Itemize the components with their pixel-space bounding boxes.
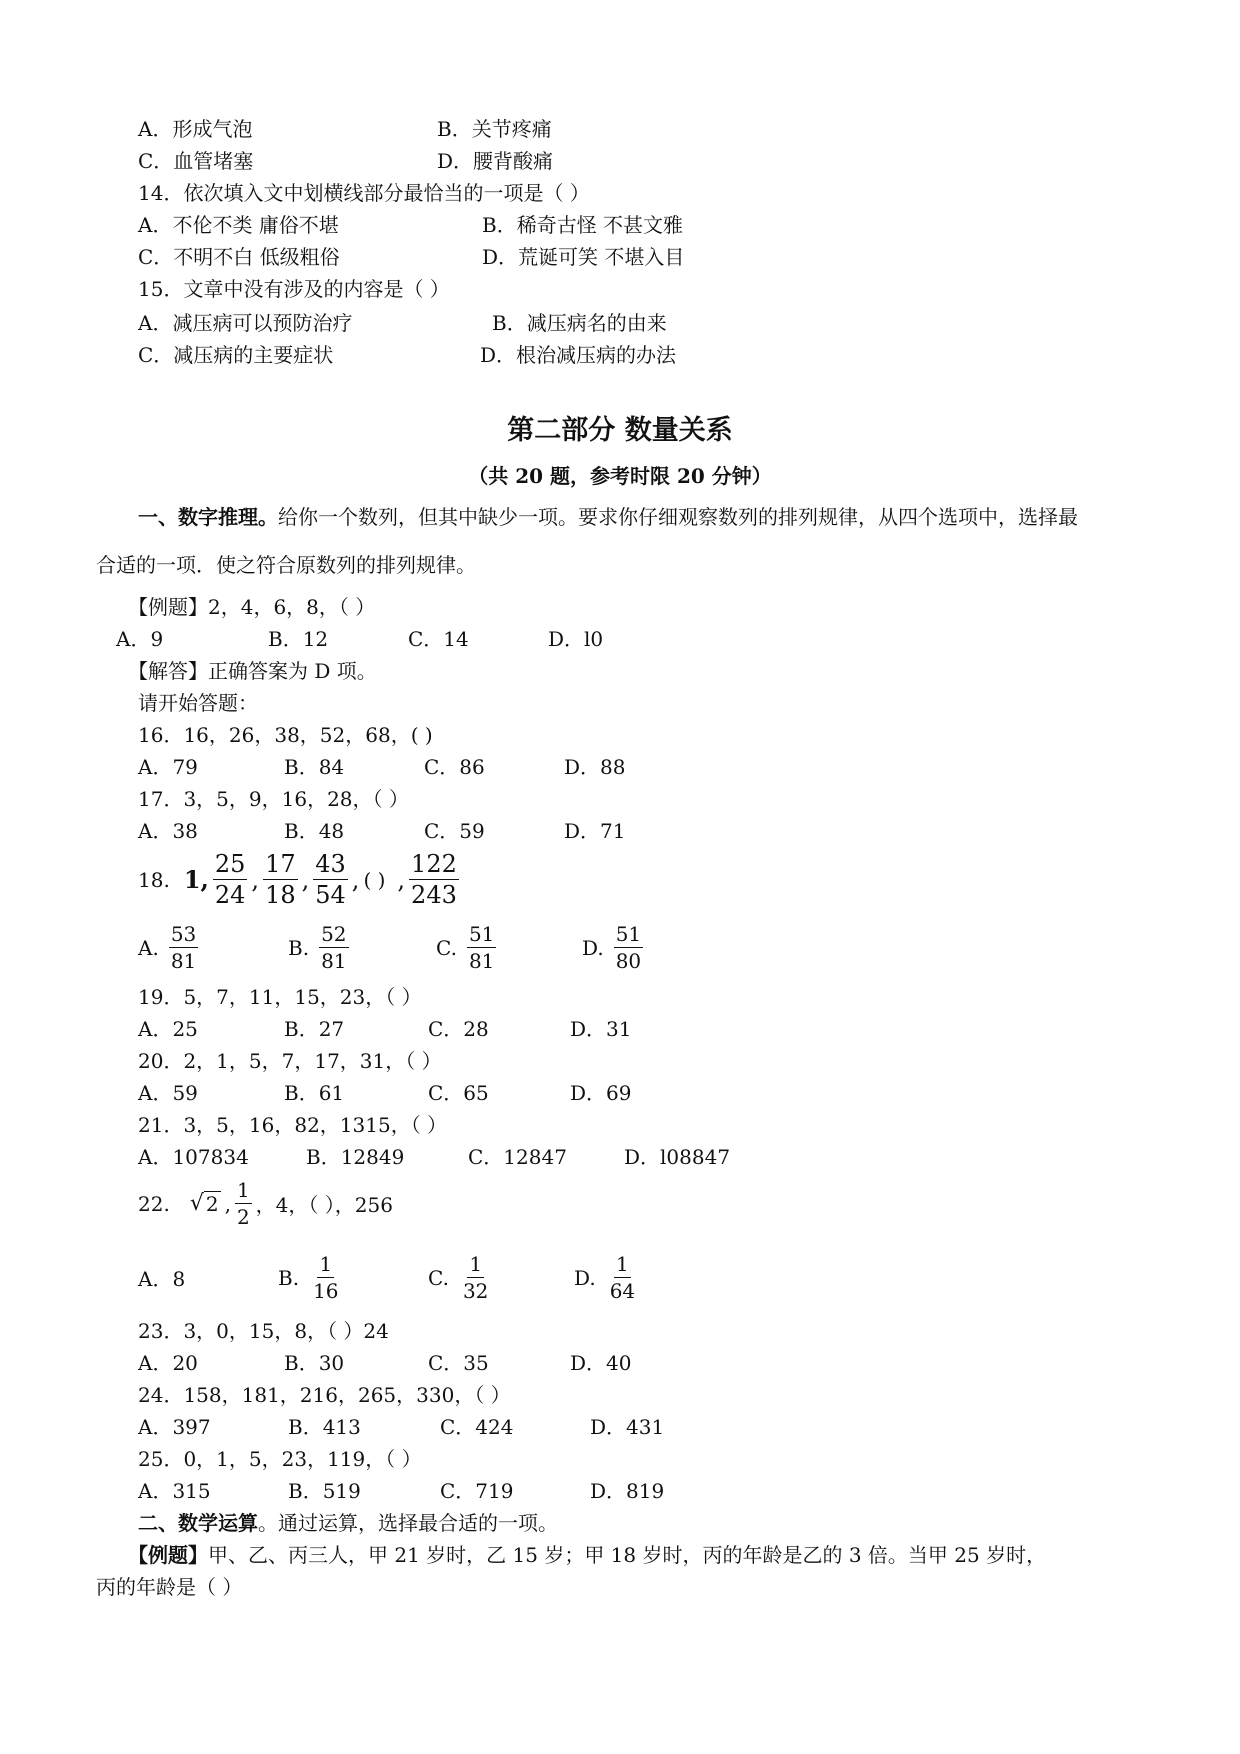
sec2-desc: 。通过运算，选择最合适的一项。: [258, 1511, 558, 1535]
q24-option-d: D．431: [590, 1415, 665, 1439]
q18-fraction-4: $\frac{122}{243}$: [411, 850, 457, 909]
q14-option-a: A．不伦不类 庸俗不堪: [138, 213, 339, 237]
sec1-answer: 【解答】正确答案为 D 项。: [128, 659, 377, 683]
q18-option-a: A. $\frac{53}{81}$: [138, 922, 197, 973]
q25-stem: 25．0，1，5，23，119，（ ）: [138, 1447, 422, 1471]
q18-option-c-fraction: $\frac{51}{81}$: [468, 922, 495, 973]
q16-option-c: C．86: [424, 755, 485, 779]
q18-fraction-1: $\frac{25}{24}$: [214, 850, 246, 909]
q22-option-b-fraction: $\frac{1}{16}$: [313, 1252, 339, 1303]
q19-option-d: D．31: [570, 1017, 632, 1041]
q22-option-d-fraction: $\frac{1}{64}$: [609, 1252, 636, 1303]
sec2-example-text: 甲、乙、丙三人，甲 21 岁时，乙 15 岁；甲 18 岁时，丙的年龄是乙的 3 倍。当甲 25 岁时，: [208, 1543, 1047, 1567]
q18-option-b-fraction: $\frac{52}{81}$: [321, 922, 347, 973]
q24-option-c: C．424: [440, 1415, 514, 1439]
q24-option-b: B．413: [288, 1415, 361, 1439]
q18-option-d: D. $\frac{51}{80}$: [582, 922, 642, 973]
sec1-start: 请开始答题：: [138, 691, 258, 715]
sec1-desc-line1: [138, 504, 1078, 530]
sec1-example: 【例题】2，4，6，8，（ ）: [128, 595, 376, 619]
q20-option-d: D．69: [570, 1081, 632, 1105]
q18-fraction-3: $\frac{43}{54}$: [315, 850, 346, 909]
q23-option-b: B．30: [284, 1351, 345, 1375]
q22-option-b: B. $\frac{1}{16}$: [278, 1252, 339, 1303]
q17-stem: 17．3，5，9，16，28，（ ）: [138, 787, 409, 811]
sec1-heading: 一、数字推理。: [138, 505, 278, 529]
q16-stem: 16．16，26，38，52，68，( ): [138, 723, 433, 747]
q22-stem: 22. √ 2 , $\frac{1}{2}$ ，4，（ ），256: [138, 1178, 393, 1229]
q25-option-d: D．819: [590, 1479, 665, 1503]
part2-title: 第二部分 数量关系: [507, 415, 733, 446]
q21-option-b: B．12849: [306, 1145, 405, 1169]
q17-option-d: D．71: [564, 819, 626, 843]
q20-option-a: A．59: [138, 1081, 198, 1105]
q19-option-b: B．27: [284, 1017, 345, 1041]
sec2-heading: 二、数学运算: [138, 1511, 258, 1535]
example-option-b: B．12: [268, 627, 329, 651]
q13-option-b: B．关节疼痛: [437, 117, 552, 141]
q15-stem: 15．文章中没有涉及的内容是（ ）: [138, 277, 450, 301]
q18-number: 18.: [138, 867, 170, 892]
q16-option-b: B．84: [284, 755, 345, 779]
q21-option-d: D．l08847: [624, 1145, 731, 1169]
part2-subtitle: （共 20 题，参考时限 20 分钟）: [468, 464, 772, 488]
sec1-desc-line2: 合适的一项．使之符合原数列的排列规律。: [96, 553, 476, 577]
q23-option-c: C．35: [428, 1351, 489, 1375]
q15-option-b: B．减压病名的由来: [492, 311, 667, 335]
q14-option-d: D．荒诞可笑 不堪入目: [482, 245, 685, 269]
q14-stem: 14．依次填入文中划横线部分最恰当的一项是（ ）: [138, 181, 590, 205]
example-option-d: D．l0: [548, 627, 604, 651]
q16-option-a: A．79: [138, 755, 198, 779]
q24-stem: 24．158，181，216，265，330，（ ）: [138, 1383, 511, 1407]
q18-term-first: 1,: [183, 865, 209, 894]
q14-option-b: B．稀奇古怪 不甚文雅: [482, 213, 684, 237]
sec2-example-line2: 丙的年龄是（ ）: [96, 1575, 243, 1599]
q18-option-d-fraction: $\frac{51}{80}$: [615, 922, 642, 973]
q13-option-a: A．形成气泡: [138, 117, 253, 141]
q14-option-c: C．不明不白 低级粗俗: [138, 245, 340, 269]
q15-option-d: D．根治减压病的办法: [480, 343, 677, 367]
q16-option-d: D．88: [564, 755, 626, 779]
q21-stem: 21．3，5，16，82，1315，（ ）: [138, 1113, 448, 1137]
sec2-example-line1: [128, 1542, 1046, 1568]
q22-option-a: A．8: [138, 1267, 186, 1291]
q19-stem: 19．5，7，11，15，23，（ ）: [138, 985, 422, 1009]
q20-option-c: C．65: [428, 1081, 489, 1105]
q18-option-b: B. $\frac{52}{81}$: [288, 922, 347, 973]
q13-option-c: C．血管堵塞: [138, 149, 254, 173]
q19-option-a: A．25: [138, 1017, 198, 1041]
q23-option-a: A．20: [138, 1351, 198, 1375]
q17-option-b: B．48: [284, 819, 345, 843]
q19-option-c: C．28: [428, 1017, 489, 1041]
q17-option-a: A．38: [138, 819, 198, 843]
q18-blank: ( ): [363, 867, 386, 892]
q22-fraction: $\frac{1}{2}$: [236, 1178, 250, 1229]
q24-option-a: A．397: [138, 1415, 211, 1439]
q15-option-c: C．减压病的主要症状: [138, 343, 334, 367]
q20-option-b: B．61: [284, 1081, 345, 1105]
q25-option-a: A．315: [138, 1479, 211, 1503]
q25-option-b: B．519: [288, 1479, 361, 1503]
q18-option-a-fraction: $\frac{53}{81}$: [170, 922, 197, 973]
q20-stem: 20．2，1，5，7，17，31，（ ）: [138, 1049, 442, 1073]
sec1-desc-text: 给你一个数列，但其中缺少一项。要求你仔细观察数列的排列规律，从四个选项中，选择最: [278, 505, 1078, 529]
q13-option-d: D．腰背酸痛: [437, 149, 554, 173]
q22-rest: ，4，（ ），256: [255, 1193, 393, 1217]
example-option-a: A．9: [116, 627, 164, 651]
q18-fraction-2: $\frac{17}{18}$: [265, 850, 296, 909]
q15-option-a: A．减压病可以预防治疗: [138, 311, 353, 335]
q23-stem: 23．3，0，15，8，（ ）24: [138, 1319, 389, 1343]
q18-option-c: C. $\frac{51}{81}$: [436, 922, 495, 973]
q25-option-c: C．719: [440, 1479, 514, 1503]
q22-option-c: C. $\frac{1}{32}$: [428, 1252, 489, 1303]
sec2-example-label: 【例题】: [128, 1543, 208, 1567]
q21-option-c: C．12847: [468, 1145, 567, 1169]
q21-option-a: A．107834: [138, 1145, 249, 1169]
q17-option-c: C．59: [424, 819, 485, 843]
q22-option-d: D. $\frac{1}{64}$: [574, 1252, 636, 1303]
q18-stem: 18. 1, $\frac{25}{24}$ , $\frac{17}{18}$ , $\frac{43}{54}$ , ( ) , $\frac{122}{243}$: [138, 850, 457, 909]
sec2-line: [138, 1510, 558, 1536]
q23-option-d: D．40: [570, 1351, 632, 1375]
example-option-c: C．14: [408, 627, 469, 651]
q22-number: 22.: [138, 1191, 170, 1216]
q22-option-c-fraction: $\frac{1}{32}$: [462, 1252, 489, 1303]
q22-sqrt: √ 2: [189, 1191, 219, 1216]
